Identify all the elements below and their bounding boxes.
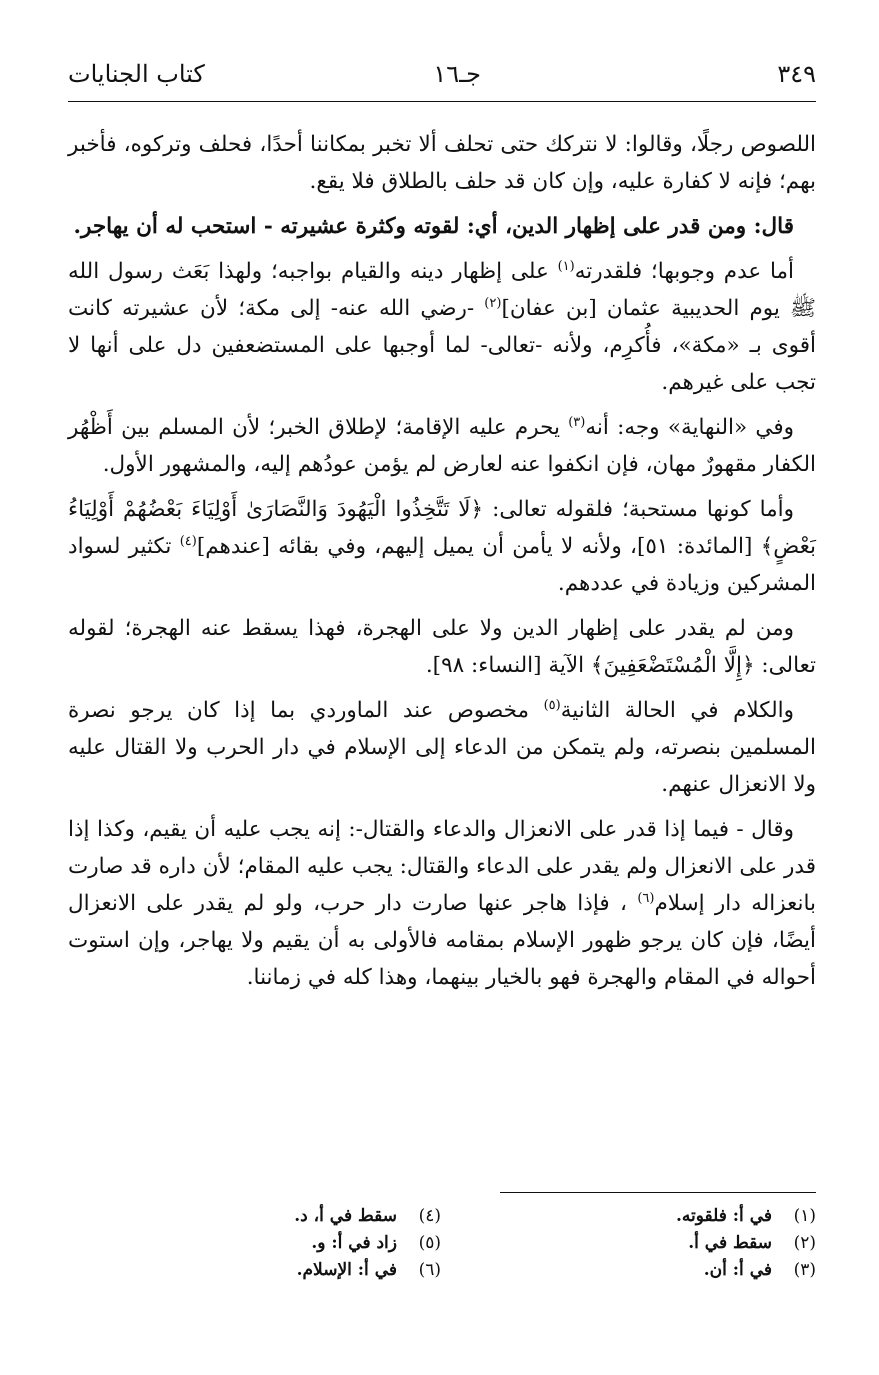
footnote-number: (٥) — [418, 1233, 441, 1253]
paragraph-1: اللصوص رجلًا، وقالوا: لا نتركك حتى تحلف ألا تخبر بمكاننا أحدًا، فحلف وتركوه، فأخبر بهم؛ فإنه لا كفارة عليه، وإن كان قد حلف بالطلاق فلا يقع. — [68, 132, 816, 194]
volume-number: جـ١٦ — [433, 60, 481, 88]
footnote-divider — [500, 1192, 816, 1193]
page-number: ٣٤٩ — [777, 60, 816, 88]
paragraph-4-text-a: وفي «النهاية» وجه: أنه — [585, 415, 794, 440]
footnote-text: زاد في أ: و. — [311, 1233, 397, 1253]
footnote-text: في أ: فلقوته. — [675, 1206, 772, 1226]
footnote-text: سقط في أ، د. — [294, 1206, 397, 1226]
footnote-ref-4[interactable]: (٤) — [179, 533, 197, 549]
paragraph-4-text-b: يحرم عليه الإقامة؛ لإطلاق الخبر؛ لأن المسلم بين أَظْهُر الكفار مقهورٌ مهان، فإن انكفوا عنه لعارض لم يؤمن عودُهم إليه، والمشهور الأول. — [68, 415, 816, 477]
paragraph-4 — [68, 409, 816, 483]
paragraph-5-text-b: تكثير لسواد المشركين وزيادة في عددهم. — [68, 534, 816, 596]
paragraph-8 — [68, 811, 816, 996]
footnote-6 — [81, 1257, 441, 1284]
book-title: كتاب الجنايات — [68, 60, 205, 88]
paragraph-5 — [68, 491, 816, 602]
paragraph-3-text-c: -رضي الله عنه- إلى مكة؛ لأن عشيرته كانت أقوى بـ «مكة»، فأُكرِم، ولأنه -تعالى- لما أوجبها على المستضعفين دل على أنها لا تجب على غيرهم. — [68, 296, 816, 395]
paragraph-3-text-a: أما عدم وجوبها؛ فلقدرته — [574, 259, 795, 284]
paragraph-6: ومن لم يقدر على إظهار الدين ولا على الهجرة، فهذا يسقط عنه الهجرة؛ لقوله تعالى: ﴿إِلَّا الْمُسْتَضْعَفِينَ﴾ الآية [النساء: ٩٨]. — [68, 616, 816, 678]
footnote-ref-5[interactable]: (٥) — [543, 697, 561, 713]
paragraph-5-text-a: وأما كونها مستحبة؛ فلقوله تعالى: ﴿لَا تَتَّخِذُوا الْيَهُودَ وَالنَّصَارَىٰ أَوْلِيَاءَ بَعْضُهُمْ أَوْلِيَاءُ بَعْضٍ﴾ [المائدة: ٥١]، ولأنه لا يأمن أن يميل إليهم، وفي بقائه [عندهم] — [68, 497, 816, 559]
page-header — [68, 52, 816, 92]
footnote-2 — [456, 1230, 816, 1257]
main-text — [68, 126, 816, 1004]
footnote-number: (١) — [793, 1206, 816, 1226]
paragraph-7 — [68, 692, 816, 803]
footnote-text: سقط في أ. — [688, 1233, 772, 1253]
footnote-number: (٤) — [418, 1206, 441, 1226]
paragraph-7-text-a: والكلام في الحالة الثانية — [560, 698, 794, 723]
footnote-text: في أ: الإسلام. — [296, 1260, 397, 1280]
footnote-number: (٢) — [793, 1233, 816, 1253]
paragraph-3 — [68, 253, 816, 401]
footnotes-column-right — [456, 1203, 816, 1284]
paragraph-3-text-b: على إظهار دينه والقيام بواجبه؛ ولهذا بَعَث رسول الله ﷺ يوم الحديبية عثمان [بن عفان] — [68, 259, 816, 321]
paragraph-8-text-b: ، فإذا هاجر عنها صارت دار حرب، ولو لم يقدر على الانعزال أيضًا، فإن كان يرجو ظهور الإسلام بمقامه فالأولى به أن يقيم ولا يهاجر، وإن استوت أحواله في المقام والهجرة فهو بالخيار بينهما، وهذا كله في زماننا. — [68, 891, 816, 990]
footnote-number: (٦) — [418, 1260, 441, 1280]
paragraph-2: قال: ومن قدر على إظهار الدين، أي: لقوته وكثرة عشيرته - استحب له أن يهاجر. — [73, 214, 794, 239]
footnote-ref-3[interactable]: (٣) — [568, 414, 586, 430]
footnote-text: في أ: أن. — [703, 1260, 772, 1280]
paragraph-7-text-b: مخصوص عند الماوردي بما إذا كان يرجو نصرة المسلمين بنصرته، ولم يتمكن من الدعاء إلى الإسلام في دار الحرب ولا القتال عليه ولا الانعزال عنهم. — [68, 698, 816, 797]
footnote-5 — [81, 1230, 441, 1257]
footnote-ref-6[interactable]: (٦) — [637, 890, 655, 906]
footnote-number: (٣) — [793, 1260, 816, 1280]
footnote-ref-2[interactable]: (٢) — [484, 295, 502, 311]
footnotes — [68, 1203, 816, 1303]
header-divider — [68, 101, 816, 102]
footnote-4 — [81, 1203, 441, 1230]
footnote-1 — [456, 1203, 816, 1230]
footnotes-column-left — [81, 1203, 441, 1284]
footnote-ref-1[interactable]: (١) — [557, 258, 575, 274]
paragraph-8-text-a: وقال - فيما إذا قدر على الانعزال والدعاء والقتال-: إنه يجب عليه أن يقيم، وكذا إذا قدر على الانعزال ولم يقدر على الدعاء والقتال: يجب عليه المقام؛ لأن داره قد صارت بانعزاله دار إسلام — [68, 817, 817, 916]
footnote-3 — [456, 1257, 816, 1284]
